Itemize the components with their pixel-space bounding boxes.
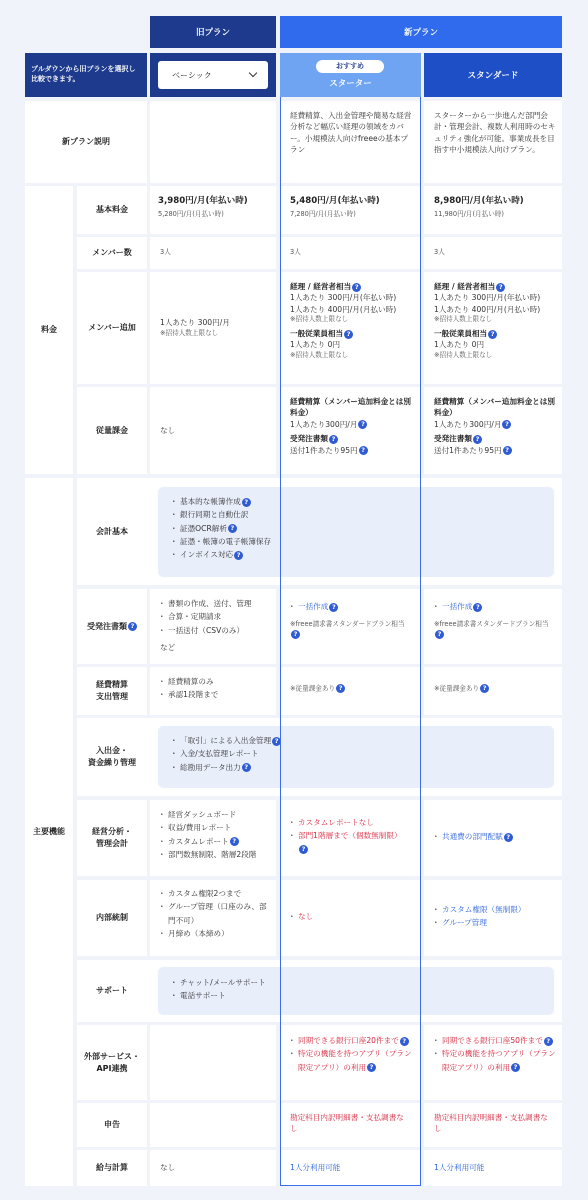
help-icon[interactable]: ?: [230, 837, 239, 846]
help-icon[interactable]: ?: [435, 630, 444, 639]
help-icon[interactable]: ?: [503, 446, 512, 455]
help-icon[interactable]: ?: [336, 684, 345, 693]
analysis-label: 経営分析・ 管理会計: [92, 827, 132, 848]
old-base-fee: 3,980円/月(年払い時): [158, 196, 248, 206]
standard-am-head2: 一般従業員相当: [434, 329, 488, 339]
help-icon[interactable]: ?: [502, 420, 511, 429]
support-label: サポート: [96, 986, 128, 996]
add-member-label: メンバー追加: [88, 323, 136, 333]
members-label: メンバー数: [92, 248, 132, 258]
accounting-label: 会計基本: [96, 526, 128, 536]
cashflow-item: 「取引」による入出金管理: [180, 736, 272, 745]
internal-label: 内部統制: [96, 913, 128, 923]
help-icon[interactable]: ?: [329, 435, 338, 444]
old-plan-select[interactable]: [158, 61, 268, 89]
starter-am-line3: 1人あたり 0円: [290, 340, 341, 350]
standard-uf-head1: 経費精算（メンバー追加料金とは別料金）: [434, 397, 555, 418]
standard-am-note1: ※招待人数上限なし: [434, 315, 493, 324]
standard-am-line3: 1人あたり 0円: [434, 340, 485, 350]
orders-old-item: ・ 書類の作成、送付、管理: [158, 597, 274, 610]
help-icon[interactable]: ?: [228, 524, 237, 533]
help-icon[interactable]: ?: [544, 1037, 553, 1046]
orders-old-item: ・ 合算・定期請求: [158, 610, 274, 623]
starter-am-head2: 一般従業員相当: [290, 329, 344, 339]
standard-base-fee: 8,980円/月(年払い時): [434, 196, 524, 206]
old-add-member-note: ※招待人数上限なし: [160, 329, 219, 337]
payroll-label: 給与計算: [96, 1163, 128, 1173]
analysis-old-item: カスタムレポート: [168, 836, 229, 846]
expense-standard-note-text: ※従量課金あり: [434, 684, 480, 693]
orders-starter-item: 一括作成: [298, 602, 329, 611]
orders-starter-note-text: ※freee請求書スタンダードプラン相当: [290, 620, 405, 628]
starter-base-fee: 5,480円/月(年払い時): [290, 196, 380, 206]
expense-standard-note: [434, 684, 489, 694]
help-icon[interactable]: ?: [242, 498, 251, 507]
analysis-old-item: ・ 経営ダッシュボード: [158, 808, 276, 821]
recommend-badge: おすすめ: [316, 60, 384, 73]
payroll-old: なし: [160, 1163, 176, 1172]
old-plan-header: 旧プラン: [150, 16, 276, 48]
help-icon[interactable]: ?: [359, 446, 368, 455]
old-members: 3人: [160, 248, 171, 256]
dropdown-hint-text: プルダウンから旧プランを選択し比較できます。: [31, 65, 136, 83]
help-icon[interactable]: ?: [329, 603, 338, 612]
pricing-group-label: 料金: [41, 325, 57, 335]
starter-uf-head2: 受発注書類: [290, 434, 328, 444]
payroll-starter: 1人分利用可能: [290, 1163, 341, 1172]
standard-uf-line2: 送付1件あたり95円: [434, 445, 502, 455]
internal-standard-item: カスタム権限（無制限）: [442, 905, 526, 914]
standard-usage-fee: [434, 396, 558, 456]
api-starter-item: 同期できる銀行口座20件まで: [298, 1036, 399, 1045]
analysis-starter-item: カスタムレポートなし: [298, 818, 374, 827]
standard-header: スタンダード: [424, 53, 562, 97]
help-icon[interactable]: ?: [299, 845, 308, 854]
starter-am-line2: 1人あたり 400円/月(月払い時): [290, 304, 397, 314]
old-plan-select-value: ベーシック: [172, 70, 212, 80]
standard-am-line2: 1人あたり 400円/月(月払い時): [434, 304, 541, 314]
orders-old-tail: など: [160, 643, 176, 652]
tax-starter: 勘定科目内訳明細書・支払調書なし: [290, 1113, 404, 1134]
expense-label: 経費精算 支出管理: [96, 680, 128, 701]
help-icon[interactable]: ?: [272, 737, 281, 746]
analysis-old-item: ・ 収益/費用レポート: [158, 821, 276, 834]
accounting-item: 銀行同期と自動仕訳: [180, 510, 249, 520]
standard-uf-head2: 受発注書類: [434, 434, 472, 444]
support-item: ・ チャット/メールサポート: [170, 976, 266, 989]
accounting-item: 基本的な帳簿作成: [180, 497, 241, 506]
help-icon[interactable]: ?: [473, 603, 482, 612]
help-icon[interactable]: ?: [504, 833, 513, 842]
description-label: 新プラン説明: [62, 137, 110, 147]
standard-am-note2: ※招待人数上限なし: [434, 350, 493, 359]
analysis-starter-item: 部門1階層まで（個数無制限）: [298, 831, 402, 841]
standard-base-fee-monthly: 11,980円/月(月払い時): [434, 210, 505, 218]
chevron-down-icon: [249, 69, 257, 77]
features-group-label: 主要機能: [33, 827, 65, 837]
help-icon[interactable]: ?: [344, 330, 353, 339]
old-add-member: 1人あたり 300円/月: [160, 318, 230, 327]
standard-add-member: [434, 281, 560, 361]
standard-members: 3人: [434, 248, 445, 256]
accounting-item: 証憑・帳簿の電子帳簿保存: [180, 536, 272, 546]
cashflow-item: 総勘用データ出力: [180, 762, 241, 772]
old-plan-select-cell: [150, 53, 276, 97]
help-icon[interactable]: ?: [128, 622, 137, 631]
internal-standard-item: グループ管理: [442, 918, 487, 928]
new-plan-header: 新プラン: [280, 16, 562, 48]
help-icon[interactable]: ?: [291, 630, 300, 639]
base-fee-label: 基本料金: [96, 205, 128, 215]
orders-label-text: 受発注書類: [87, 621, 127, 631]
internal-old-item: ・ カスタム権限2つまで: [158, 887, 270, 900]
help-icon[interactable]: ?: [358, 420, 367, 429]
starter-uf-head1: 経費精算（メンバー追加料金とは別料金）: [290, 397, 411, 418]
starter-am-note1: ※招待人数上限なし: [290, 315, 349, 324]
orders-standard-note-text: ※freee請求書スタンダードプラン相当: [434, 620, 549, 628]
usage-fee-label: 従量課金: [96, 425, 128, 435]
accounting-item: 証憑OCR解析: [180, 523, 227, 533]
starter-title: スターター: [329, 79, 372, 89]
api-label: 外部サービス・ API連携: [84, 1051, 140, 1073]
help-icon[interactable]: ?: [352, 283, 361, 292]
starter-uf-line1: 1人あたり300円/月: [290, 419, 358, 429]
help-icon[interactable]: ?: [488, 330, 497, 339]
expense-old-item: ・ 経費精算のみ: [158, 675, 218, 688]
support-item: ・ 電話サポート: [170, 989, 266, 1002]
starter-header: [280, 53, 421, 97]
analysis-old-item: ・ 部門数無制限、階層2段階: [158, 848, 276, 861]
starter-am-head1: 経理 / 経営者相当: [290, 282, 352, 291]
starter-members: 3人: [290, 248, 301, 256]
starter-description: 経費精算、入出金管理や簡易な経営分析など幅広い経理の領域をカバー。小規模法人向けfreeeの基本プラン: [290, 111, 412, 155]
cashflow-label: 入出金・ 資金繰り管理: [88, 746, 136, 767]
tax-label: 申告: [104, 1120, 120, 1130]
cashflow-item: 入金/支払管理レポート: [180, 749, 259, 759]
payroll-standard: 1人分利用可能: [434, 1163, 485, 1172]
old-base-fee-monthly: 5,280円/月(月払い時): [158, 210, 224, 218]
starter-base-fee-monthly: 7,280円/月(月払い時): [290, 210, 356, 218]
standard-am-line1: 1人あたり 300円/月(年払い時): [434, 293, 541, 303]
help-icon[interactable]: ?: [242, 763, 251, 772]
standard-uf-line1: 1人あたり300円/月: [434, 419, 502, 429]
starter-am-note2: ※招待人数上限なし: [290, 350, 349, 359]
starter-column-highlight: [280, 97, 421, 1186]
internal-old-item: ・ グループ管理（口座のみ、部門不可）: [158, 900, 270, 927]
internal-starter-item: なし: [298, 912, 314, 921]
standard-am-head1: 経理 / 経営者相当: [434, 282, 496, 291]
accounting-item: インボイス対応: [180, 550, 234, 560]
help-icon[interactable]: ?: [511, 1063, 520, 1072]
help-icon[interactable]: ?: [473, 435, 482, 444]
old-usage-fee: なし: [160, 426, 176, 435]
api-starter-item: 特定の機能を持つアプリ（プラン限定アプリ）の利用: [298, 1049, 412, 1072]
starter-am-line1: 1人あたり 300円/月(年払い時): [290, 293, 397, 303]
api-standard-item: 特定の機能を持つアプリ（プラン限定アプリ）の利用: [442, 1049, 556, 1072]
orders-standard-note: [434, 620, 556, 640]
api-standard-item: 同期できる銀行口座50件まで: [442, 1036, 543, 1045]
orders-label: [77, 589, 147, 664]
help-icon[interactable]: ?: [234, 551, 243, 560]
standard-description: スターターから一歩進んだ部門会計・管理会計、複数人利用時のセキュリティ強化が可能。事業成長を目指す中小規模法人向けプラン。: [434, 111, 556, 155]
expense-old-item: ・ 承認1段階まで: [158, 688, 218, 701]
orders-standard-item: 一括作成: [442, 602, 473, 611]
expense-starter-note-text: ※従量課金あり: [290, 684, 336, 693]
analysis-standard-item: 共通費の部門配賦: [442, 832, 503, 841]
help-icon[interactable]: ?: [400, 1037, 409, 1046]
starter-uf-line2: 送付1件あたり95円: [290, 445, 358, 455]
help-icon[interactable]: ?: [496, 283, 505, 292]
orders-old-item: ・ 一括送付（CSVのみ）: [158, 624, 274, 637]
internal-old-item: ・ 月締め（本締め）: [158, 927, 270, 940]
help-icon[interactable]: ?: [480, 684, 489, 693]
dropdown-hint: [25, 53, 147, 97]
help-icon[interactable]: ?: [367, 1063, 376, 1072]
tax-standard: 勘定科目内訳明細書・支払調書なし: [434, 1113, 548, 1134]
